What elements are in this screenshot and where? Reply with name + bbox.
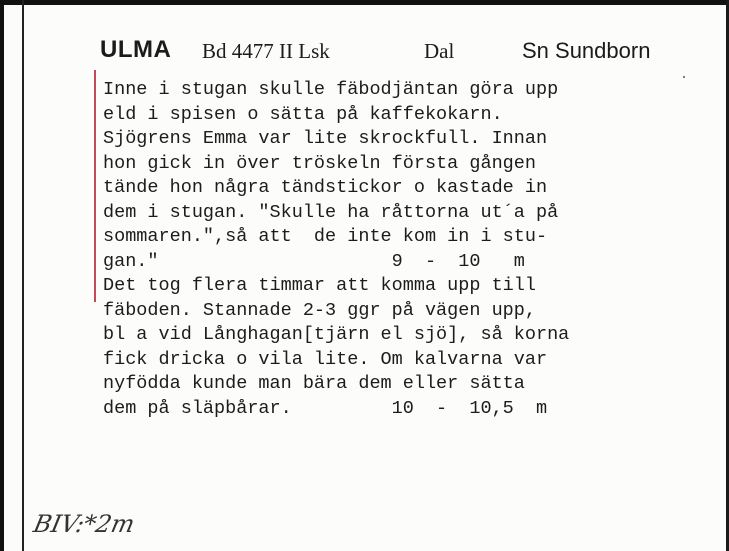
text-line: gan." 9 - 10 m	[103, 250, 525, 272]
text-line: tände hon några tändstickor o kastade in	[103, 177, 548, 198]
text-line: sommaren.",så att de inte kom in i stu-	[103, 226, 548, 247]
card-body-text	[103, 78, 569, 421]
paper-speck	[683, 76, 685, 78]
text-line: hon gick in över tröskeln första gången	[103, 152, 536, 174]
text-line: fäboden. Stannade 2-3 ggr på vägen upp,	[103, 299, 536, 321]
text-line: eld i spisen o sätta på kaffekokarn.	[103, 103, 503, 125]
text-line: nyfödda kunde man bära dem eller sätta	[103, 373, 525, 394]
card-left-edge	[0, 0, 4, 551]
reference-number: Bd 4477 II Lsk	[202, 39, 330, 63]
archive-name: ULMA	[100, 36, 172, 63]
province-name: Dal	[424, 39, 455, 63]
parish-name: Sn Sundborn	[522, 38, 651, 63]
text-line: Sjögrens Emma var lite skrockfull. Innan	[103, 128, 548, 149]
text-line: dem i stugan. "Skulle ha råttorna ut´a på	[103, 201, 559, 223]
text-line: Det tog flera timmar att komma upp till	[103, 275, 536, 296]
card-top-edge	[0, 0, 729, 5]
margin-rule	[94, 70, 96, 302]
text-line: dem på släpbårar. 10 - 10,5 m	[103, 397, 548, 419]
card-left-rule	[22, 0, 24, 551]
text-line: Inne i stugan skulle fäbodjäntan göra upp	[103, 79, 559, 100]
text-line: fick dricka o vila lite. Om kalvarna var	[103, 348, 548, 370]
handwritten-note: BIV:*2m	[31, 510, 138, 538]
text-line: bl a vid Långhagan[tjärn el sjö], så korna	[103, 324, 570, 345]
